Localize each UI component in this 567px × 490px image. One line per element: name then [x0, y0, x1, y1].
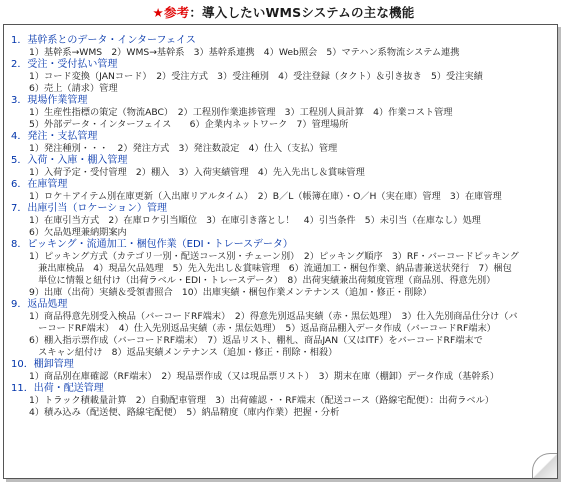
section-title: 3．現場作業管理: [11, 95, 88, 106]
section-item-line: 1）商品得意先別受入検品（バーコードRF端末） 2）得意先別返品実績（赤・黒伝処理） 3）仕入先別商品仕分け（バ: [29, 311, 518, 322]
section-3: [11, 95, 549, 131]
section-item-line: 6）欠品処理兼納期案内: [29, 227, 127, 238]
section-item-line: 兼出庫検品 4）現品欠品処理 5）先入先出し＆賞味管理 6）流通加工・梱包作業、納品書兼送状発行 7）梱包: [29, 263, 512, 274]
section-item-line: 5）外部データ・インターフェイス 6）企業内ネットワーク 7）管理場所: [29, 119, 349, 130]
section-item-line: 6）売上（請求）管理: [29, 83, 118, 94]
section-list: [11, 35, 549, 419]
section-item-line: スキャン紐付け 8）返品実績メンテナンス（追加・修正・削除・相殺）: [29, 347, 338, 358]
star-icon: ★: [152, 5, 164, 20]
section-2: [11, 59, 549, 95]
section-title: 5．入荷・入庫・棚入管理: [11, 155, 128, 166]
section-item-line: 1）基幹系→WMS 2）WMS→基幹系 3）基幹系連携 4）Web照会 5）マテハン系物流システム連携: [29, 47, 460, 58]
document-title: [0, 3, 567, 21]
section-item-line: 1）在庫引当方式 2）在庫ロケ引当順位 3）在庫引き落とし！ 4）引当条件 5）未引当（在庫なし）処理: [29, 215, 481, 226]
section-item-line: 6）棚入指示票作成（バーコードRF端末） 7）返品リスト、棚札、商品JAN（又はITF）をバーコードRF端末で: [29, 335, 483, 346]
section-item-line: ーコードRF端末） 4）仕入先別返品実績（赤・黒伝処理） 5）返品商品棚入データ作成（バーコードRF端末）: [29, 323, 496, 334]
section-1: [11, 35, 549, 59]
section-title: 8．ピッキング・流通加工・梱包作業（EDI・トレースデータ）: [11, 239, 293, 250]
page-curl-decoration: [532, 453, 557, 478]
section-title: 4．発注・支払管理: [11, 131, 98, 142]
section-title: 9．返品処理: [11, 299, 68, 310]
section-item-line: 9）出庫（出荷）実績＆受領書照合 10）出庫実績・梱包作業メンテナンス（追加・修正・削除）: [29, 287, 432, 298]
section-item-line: 1）ロケ＋アイテム別在庫更新（入出庫リアルタイム） 2）B／L（帳簿在庫）・O／H（実在庫）管理 3）在庫管理: [29, 191, 502, 202]
section-title: 1．基幹系とのデータ・インターフェイス: [11, 35, 196, 46]
title-text: ：導入したいWMSシステムの主な機能: [189, 5, 415, 20]
section-title: 7．出庫引当（ロケーション）管理: [11, 203, 167, 214]
section-item-line: 1）コード変換（JANコード） 2）受注方式 3）受注種別 4）受注登録（タクト）＆引き抜き 5）受注実績: [29, 71, 483, 82]
section-item-line: 4）積み込み（配送便、路線宅配便） 5）納品精度（庫内作業）把握・分析: [29, 407, 340, 418]
section-title: 11．出荷・配送管理: [11, 383, 104, 394]
section-4: [11, 131, 549, 155]
reference-label: 参考: [163, 5, 190, 20]
section-item-line: 1）発注種別・・・ 2）発注方式 3）発注数設定 4）仕入（支払）管理: [29, 143, 338, 154]
section-8: [11, 239, 549, 299]
feature-list-panel: [3, 24, 558, 479]
section-title: 10．棚卸管理: [11, 359, 74, 370]
section-9: [11, 299, 549, 359]
section-6: [11, 179, 549, 203]
section-item-line: 1）トラック積載量計算 2）自動配車管理 3）出荷確認・・RF端末（配送コース（路線宅配便）：出荷ラベル）: [29, 395, 494, 406]
section-5: [11, 155, 549, 179]
section-7: [11, 203, 549, 239]
section-item-line: 1）入荷予定・受付管理 2）棚入 3）入荷実績管理 4）先入先出し＆賞味管理: [29, 167, 365, 178]
section-11: [11, 383, 549, 419]
section-title: 2．受注・受付払い管理: [11, 59, 118, 70]
section-10: [11, 359, 549, 383]
section-item-line: 1）生産性指標の策定（物流ABC） 2）工程別作業進捗管理 3）工程別人員計算 4）作業コスト管理: [29, 107, 453, 118]
section-item-line: 1）商品別在庫確認（RF端末） 2）現品票作成（又は現品票リスト） 3）期末在庫（棚卸）データ作成（基幹系）: [29, 371, 500, 382]
section-title: 6．在庫管理: [11, 179, 68, 190]
section-item-line: 単位に情報と紐付け（出荷ラベル・EDI・トレースデータ） 8）出荷実績兼出荷頻度管理（商品別、得意先別）: [29, 275, 496, 286]
section-item-line: 1）ピッキング方式（カテゴリ一別・配送コース別・チェーン別） 2）ピッキング順序 3）RF・バーコードピッキング: [29, 251, 519, 262]
